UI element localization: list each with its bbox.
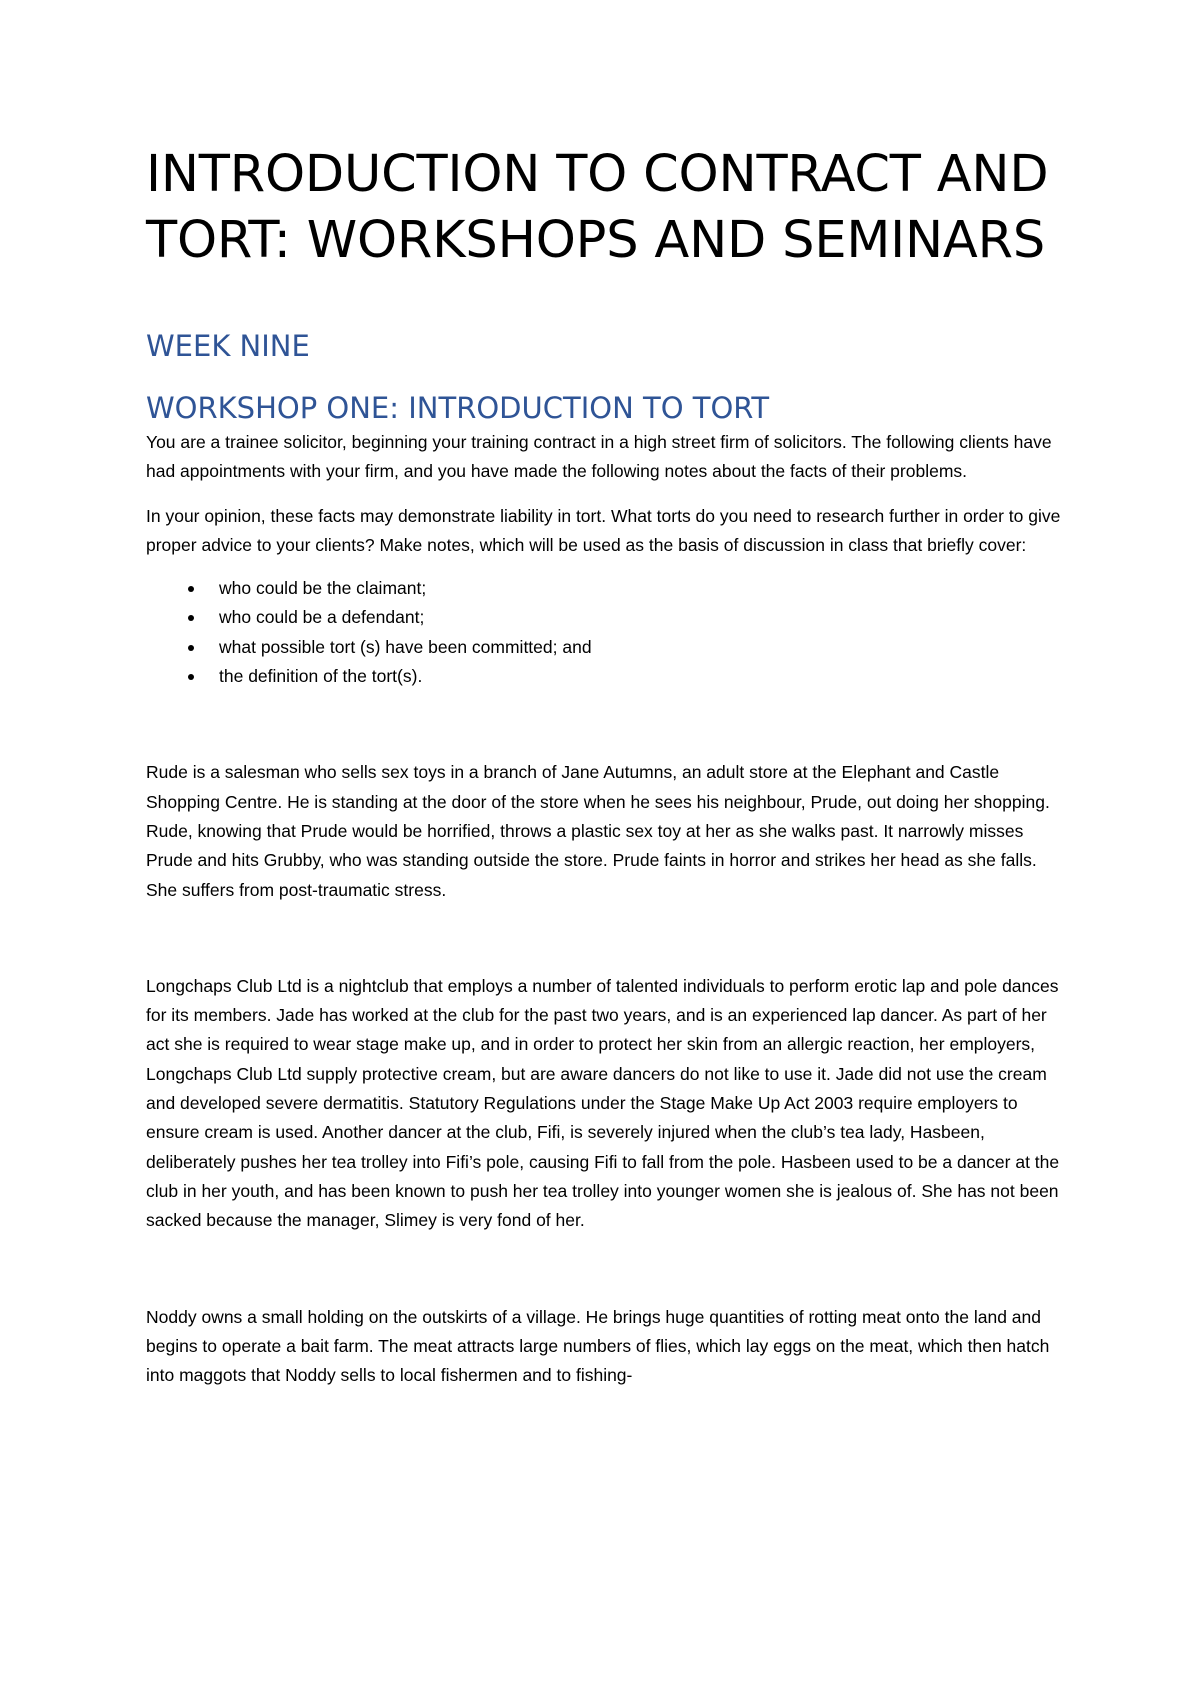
- case-paragraph-rude: Rude is a salesman who sells sex toys in a branch of Jane Autumns, an adult store at the Elephant and Castle Shopping Centre. He is standing at the door of the store when he sees his neighbour, Prude, out doing her shopping. Rude, knowing that Prude would be horrified, throws a plastic sex toy at her as she walks past. It narrowly misses Prude and hits Grubby, who was standing outside the store. Prude faints in horror and strikes her head as she falls. She suffers from post-traumatic stress.: [146, 762, 1050, 900]
- instruction-paragraph: In your opinion, these facts may demonstrate liability in tort. What torts do you need to research further in order to give proper advice to your clients? Make notes, which will be used as the basis of discussion in class that briefly cover:: [146, 505, 1061, 555]
- document-title: INTRODUCTION TO CONTRACT AND TORT: WORKSHOPS AND SEMINARS: [146, 145, 1049, 270]
- bullet-dot-icon: [188, 645, 194, 651]
- bullet-text: who could be a defendant;: [219, 607, 425, 628]
- bullet-item: [146, 603, 1066, 632]
- bullet-text: the definition of the tort(s).: [219, 666, 423, 687]
- bullet-item: [146, 633, 1066, 662]
- bullet-dot-icon: [188, 615, 194, 621]
- bullet-item: [146, 662, 1066, 691]
- bullet-item: [146, 574, 1066, 603]
- case-paragraph-longchaps: Longchaps Club Ltd is a nightclub that employs a number of talented individuals to perform erotic lap and pole dances for its members. Jade has worked at the club for the past two years, and is an experienced lap dancer. As part of her act she is required to wear stage make up, and in order to protect her skin from an allergic reaction, her employers, Longchaps Club Ltd supply protective cream, but are aware dancers do not like to use it. Jade did not use the cream and developed severe dermatitis. Statutory Regulations under the Stage Make Up Act 2003 require employers to ensure cream is used. Another dancer at the club, Fifi, is severely injured when the club’s tea lady, Hasbeen, deliberately pushes her tea trolley into Fifi’s pole, causing Fifi to fall from the pole. Hasbeen used to be a dancer at the club in her youth, and has been known to push her tea trolley into younger women she is jealous of. She has not been sacked because the manager, Slimey is very fond of her.: [146, 975, 1060, 1231]
- bullet-dot-icon: [188, 674, 194, 680]
- intro-paragraph: You are a trainee solicitor, beginning your training contract in a high street firm of solicitors. The following clients have had appointments with your firm, and you have made the following notes about the facts of their problems.: [146, 432, 1052, 482]
- bullet-text: what possible tort (s) have been committed; and: [219, 636, 592, 657]
- case-paragraph-noddy: Noddy owns a small holding on the outskirts of a village. He brings huge quantities of rotting meat onto the land and begins to operate a bait farm. The meat attracts large numbers of flies, which lay eggs on the meat, which then hatch into maggots that Noddy sells to local fishermen and to fishing-: [146, 1306, 1050, 1386]
- workshop-heading: WORKSHOP ONE: INTRODUCTION TO TORT: [146, 391, 770, 425]
- bullet-text: who could be the claimant;: [219, 578, 427, 599]
- bullet-dot-icon: [188, 586, 194, 592]
- task-bullet-list: [146, 574, 1066, 691]
- week-heading: WEEK NINE: [146, 329, 310, 363]
- document-body: [146, 142, 1066, 1390]
